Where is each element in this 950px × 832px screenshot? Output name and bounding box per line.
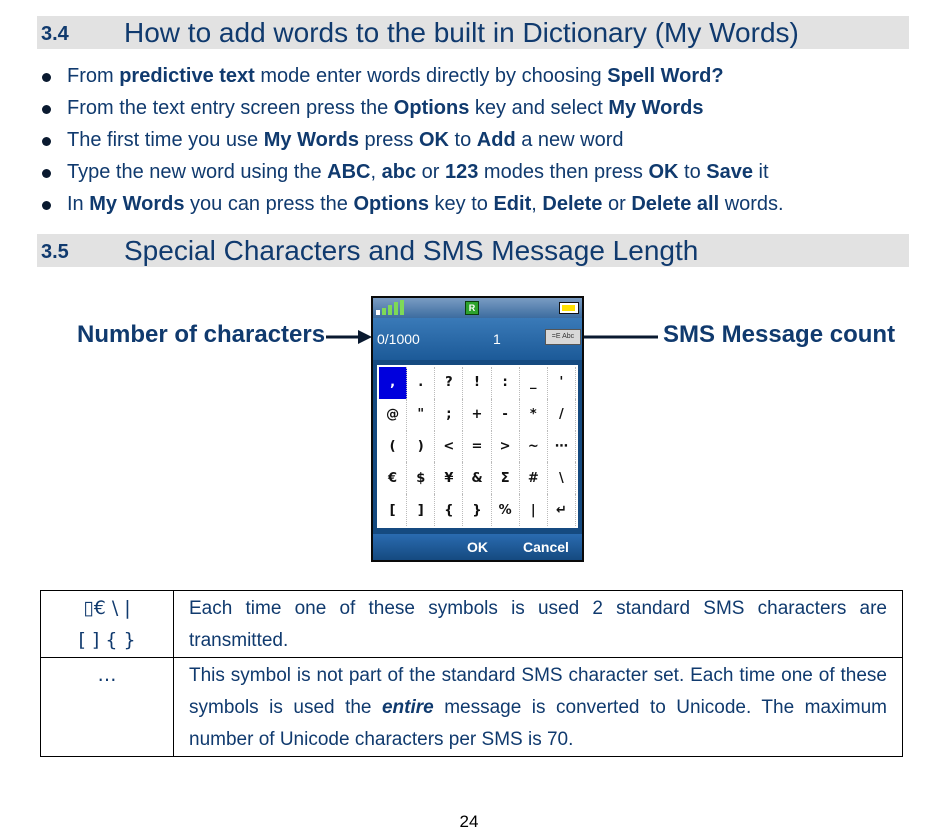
symbol-key[interactable]: / bbox=[548, 399, 576, 431]
bullet-icon bbox=[42, 73, 51, 82]
table-row bbox=[41, 591, 903, 658]
section-header-3-4 bbox=[37, 16, 909, 49]
signal-strength-icon bbox=[376, 300, 406, 315]
symbol-key[interactable]: _ bbox=[520, 367, 548, 399]
symbol-key[interactable]: < bbox=[435, 431, 463, 463]
symbol-key[interactable]: € bbox=[379, 462, 407, 494]
description-cell: Each time one of these symbols is used 2 standard SMS characters are transmitted. bbox=[174, 591, 903, 658]
symbol-key[interactable]: { bbox=[435, 494, 463, 526]
symbol-list: [ ] { } bbox=[78, 629, 136, 651]
symbol-key[interactable]: % bbox=[492, 494, 520, 526]
bullet-list bbox=[37, 63, 917, 223]
input-mode-indicator: =E Abc bbox=[545, 329, 581, 345]
symbol-key[interactable]: > bbox=[492, 431, 520, 463]
symbol-key[interactable]: ; bbox=[435, 399, 463, 431]
symbol-key[interactable]: ( bbox=[379, 431, 407, 463]
section-title: How to add words to the built in Dictionary (My Words) bbox=[124, 17, 799, 48]
symbol-list: ▯€ \ | bbox=[83, 597, 131, 619]
symbol-key[interactable]: # bbox=[520, 462, 548, 494]
bullet-icon bbox=[42, 105, 51, 114]
symbol-key[interactable]: ] bbox=[407, 494, 435, 526]
symbol-key[interactable]: * bbox=[520, 399, 548, 431]
symbol-key[interactable]: ~ bbox=[520, 431, 548, 463]
symbol-key[interactable]: " bbox=[407, 399, 435, 431]
symbol-key[interactable]: . bbox=[407, 367, 435, 399]
page-number: 24 bbox=[459, 812, 479, 831]
list-item: The first time you use My Words press OK to Add a new word bbox=[37, 127, 917, 159]
symbol-key[interactable]: , bbox=[379, 367, 407, 399]
cancel-softkey[interactable]: Cancel bbox=[523, 539, 569, 555]
symbol-key[interactable]: Σ bbox=[492, 462, 520, 494]
symbol-key[interactable]: \ bbox=[548, 462, 576, 494]
symbol-key[interactable]: } bbox=[463, 494, 491, 526]
symbol-key[interactable]: @ bbox=[379, 399, 407, 431]
symbol-key[interactable]: | bbox=[520, 494, 548, 526]
table-row bbox=[41, 658, 903, 757]
enter-key[interactable]: ↵ bbox=[548, 494, 576, 526]
symbol-cell: … bbox=[41, 658, 174, 757]
symbol-key[interactable]: ' bbox=[548, 367, 576, 399]
status-bar bbox=[373, 298, 582, 318]
bullet-icon bbox=[42, 169, 51, 178]
text-entry-header bbox=[373, 318, 582, 360]
list-item: From the text entry screen press the Options key and select My Words bbox=[37, 95, 917, 127]
symbol-key[interactable]: & bbox=[463, 462, 491, 494]
symbol-key[interactable]: $ bbox=[407, 462, 435, 494]
ok-softkey[interactable]: OK bbox=[467, 539, 488, 555]
callout-number-of-characters: Number of characters bbox=[77, 321, 326, 348]
list-item: Type the new word using the ABC, abc or 123 modes then press OK to Save it bbox=[37, 159, 917, 191]
symbol-key[interactable]: ) bbox=[407, 431, 435, 463]
bullet-icon bbox=[42, 201, 51, 210]
symbol-key[interactable]: ⋯ bbox=[548, 431, 576, 463]
softkey-bar bbox=[373, 534, 582, 560]
callout-sms-message-count: SMS Message count bbox=[663, 321, 896, 348]
symbol-key[interactable]: - bbox=[492, 399, 520, 431]
symbol-table bbox=[40, 590, 903, 757]
sms-message-counter: 1 bbox=[493, 331, 501, 347]
symbol-key[interactable]: + bbox=[463, 399, 491, 431]
section-number: 3.5 bbox=[41, 241, 69, 263]
symbol-key[interactable]: ! bbox=[463, 367, 491, 399]
arrow-right-icon bbox=[326, 329, 374, 345]
symbol-key[interactable]: ¥ bbox=[435, 462, 463, 494]
section-number: 3.4 bbox=[41, 23, 69, 45]
symbol-key[interactable]: [ bbox=[379, 494, 407, 526]
bullet-icon bbox=[42, 137, 51, 146]
battery-icon bbox=[559, 302, 579, 314]
section-title: Special Characters and SMS Message Length bbox=[124, 235, 699, 266]
description-cell: This symbol is not part of the standard SMS character set. Each time one of these symbols is used the entire message is converted to Unicode. The maximum number of Unicode characters per SMS is 70. bbox=[174, 658, 903, 757]
section-header-3-5 bbox=[37, 234, 909, 267]
symbol-key[interactable]: ? bbox=[435, 367, 463, 399]
symbol-cell bbox=[41, 591, 174, 658]
phone-screen bbox=[371, 296, 584, 562]
list-item: In My Words you can press the Options key to Edit, Delete or Delete all words. bbox=[37, 191, 917, 223]
character-counter: 0/1000 bbox=[377, 331, 420, 347]
symbol-key[interactable]: : bbox=[492, 367, 520, 399]
symbol-key[interactable]: = bbox=[463, 431, 491, 463]
list-item: From predictive text mode enter words directly by choosing Spell Word? bbox=[37, 63, 917, 95]
roaming-icon: R bbox=[465, 301, 479, 315]
symbol-grid bbox=[377, 365, 578, 528]
